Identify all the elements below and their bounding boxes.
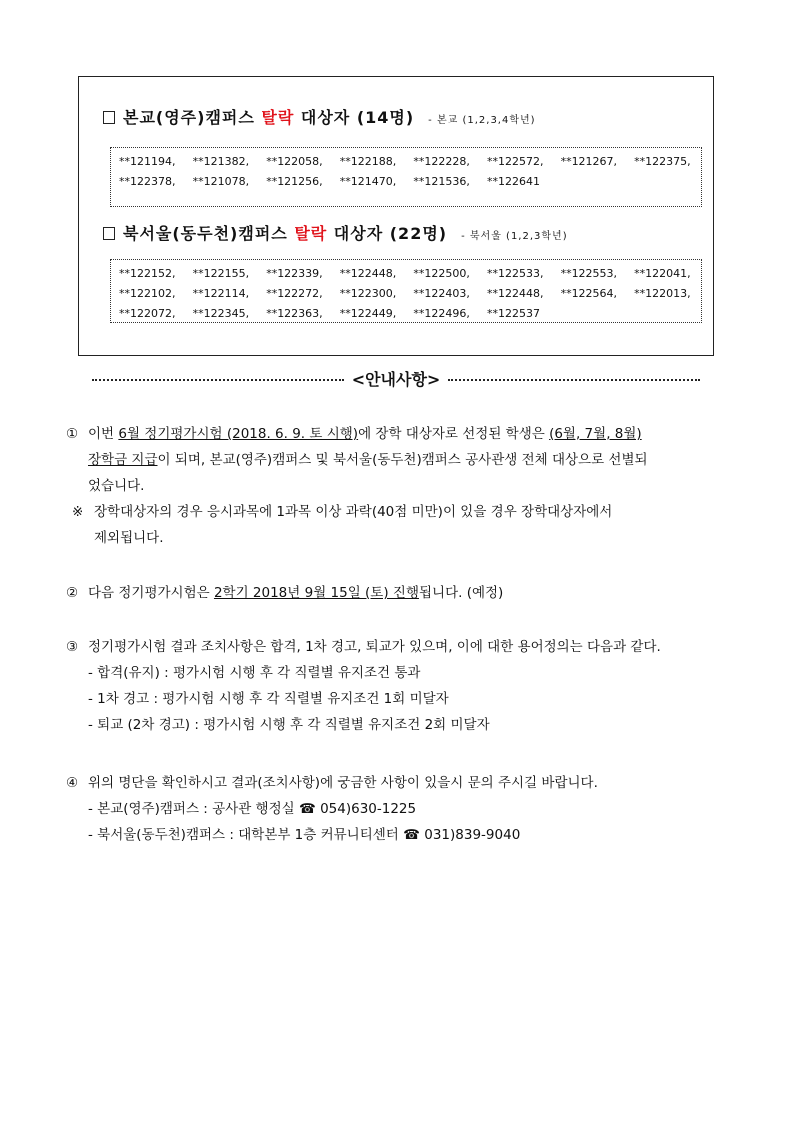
text: 장학대상자의 경우 응시과목에 1과목 이상 과락(40점 미만)이 있을 경우 장학대상자에서 — [94, 504, 613, 520]
student-id: **122058, — [266, 155, 323, 168]
id-list-north-seoul-campus — [110, 259, 702, 323]
student-id: **122449, — [339, 307, 397, 320]
student-id: **122339, — [266, 267, 323, 280]
underlined-text: 2학기 2018년 9월 15일 (토) 진행 — [213, 585, 419, 601]
student-id: **122041, — [634, 267, 691, 280]
id-list-main-campus — [110, 147, 702, 207]
student-id: **121256, — [266, 175, 323, 188]
item-number: ② — [66, 585, 79, 601]
student-id: **122114, — [192, 287, 250, 300]
text: 위의 명단을 확인하시고 결과(조치사항)에 궁금한 사항이 있을시 문의 주시길 바랍니다. — [88, 775, 598, 791]
student-id: **121470, — [339, 175, 397, 188]
title-highlight: 탈락 — [294, 224, 328, 243]
student-id: **122448, — [339, 267, 397, 280]
student-id: **122152, — [119, 267, 176, 280]
student-id: **122564, — [560, 287, 618, 300]
student-id: **122345, — [192, 307, 250, 320]
section-title-main-campus — [103, 105, 536, 128]
student-id: **121267, — [560, 155, 618, 168]
student-id: **122363, — [266, 307, 323, 320]
contact-label: - 본교(영주)캠퍼스 : 공사관 행정실 — [88, 801, 299, 817]
notice-paragraph — [66, 447, 730, 473]
student-id: **122375, — [634, 155, 691, 168]
student-id: **122102, — [119, 287, 176, 300]
notice-heading: <안내사항> — [351, 369, 441, 389]
note-line — [66, 499, 730, 525]
title-text: 본교(영주)캠퍼스 — [123, 108, 262, 127]
text: 이번 — [88, 426, 119, 442]
student-id: **122496, — [413, 307, 470, 320]
student-id: **122500, — [413, 267, 470, 280]
title-text: 북서울(동두천)캠퍼스 — [123, 224, 295, 243]
text: 에 장학 대상자로 선정된 학생은 — [358, 426, 550, 442]
id-row — [119, 172, 701, 192]
notice-paragraph — [66, 421, 730, 447]
id-row — [119, 284, 701, 304]
student-id: **122378, — [119, 175, 176, 188]
student-id: **122272, — [266, 287, 323, 300]
section-subtitle: - 본교 (1,2,3,4학년) — [428, 115, 536, 126]
student-id: **122448, — [486, 287, 544, 300]
underlined-text: 장학금 지급 — [88, 452, 158, 468]
student-id: **122641 — [486, 175, 540, 188]
item-number: ③ — [66, 639, 79, 655]
dropout-list-box — [78, 76, 714, 356]
notice-paragraph — [66, 580, 730, 606]
phone-number: 054)630-1225 — [320, 801, 417, 817]
note-line: 제외됩니다. — [94, 530, 164, 546]
underlined-text: (6월, 7월, 8월) — [549, 426, 642, 442]
checkbox-icon — [103, 227, 115, 240]
notice-item-2 — [66, 580, 730, 606]
student-id: **122572, — [486, 155, 544, 168]
student-id: **121536, — [413, 175, 470, 188]
definition-item: - 퇴교 (2차 경고) : 평가시험 시행 후 각 직렬별 유지조건 2회 미달자 — [88, 717, 490, 733]
notice-item-4 — [66, 770, 730, 848]
dotted-line — [448, 379, 700, 381]
id-row — [119, 264, 701, 284]
student-id: **122155, — [192, 267, 250, 280]
title-count: 대상자 (14명) — [294, 108, 415, 127]
definition-item: - 1차 경고 : 평가시험 시행 후 각 직렬별 유지조건 1회 미달자 — [88, 691, 449, 707]
id-row — [119, 304, 701, 324]
student-id: **121382, — [192, 155, 250, 168]
underlined-text: 6월 정기평가시험 (2018. 6. 9. 토 시행) — [118, 426, 359, 442]
student-id: **121078, — [192, 175, 250, 188]
dotted-line — [92, 379, 344, 381]
item-number: ④ — [66, 775, 79, 791]
student-id: **122300, — [339, 287, 397, 300]
text: 정기평가시험 결과 조치사항은 합격, 1차 경고, 퇴교가 있으며, 이에 대한 용어정의는 다음과 같다. — [88, 639, 661, 655]
contact-item — [66, 796, 730, 822]
notice-paragraph: 었습니다. — [88, 478, 145, 494]
text: 됩니다. (예정) — [418, 585, 504, 601]
student-id: **122403, — [413, 287, 470, 300]
student-id: **122553, — [560, 267, 618, 280]
checkbox-icon — [103, 111, 115, 124]
student-id: **122533, — [486, 267, 544, 280]
section-title-north-seoul-campus — [103, 221, 568, 244]
student-id: **121194, — [119, 155, 176, 168]
notice-item-1 — [66, 421, 730, 551]
notice-divider — [92, 364, 700, 392]
note-mark: ※ — [72, 504, 84, 520]
contact-label: - 북서울(동두천)캠퍼스 : 대학본부 1층 커뮤니티센터 — [88, 827, 404, 843]
student-id: **122013, — [634, 287, 691, 300]
text: 이 되며, 본교(영주)캠퍼스 및 북서울(동두천)캠퍼스 공사관생 전체 대상으로 선별되 — [157, 452, 648, 468]
student-id: **122228, — [413, 155, 470, 168]
definition-item: - 합격(유지) : 평가시험 시행 후 각 직렬별 유지조건 통과 — [88, 665, 421, 681]
phone-icon: ☎ — [298, 801, 316, 817]
title-highlight: 탈락 — [261, 108, 295, 127]
notice-item-3 — [66, 634, 730, 738]
student-id: **122072, — [119, 307, 176, 320]
section-subtitle: - 북서울 (1,2,3학년) — [461, 231, 568, 242]
item-number: ① — [66, 426, 79, 442]
notice-paragraph — [66, 634, 730, 660]
notice-paragraph — [66, 770, 730, 796]
student-id: **122188, — [339, 155, 397, 168]
id-row — [119, 152, 701, 172]
text: 다음 정기평가시험은 — [88, 585, 214, 601]
student-id: **122537 — [486, 307, 540, 320]
phone-icon: ☎ — [403, 827, 420, 843]
contact-item — [66, 822, 730, 848]
title-count: 대상자 (22명) — [327, 224, 448, 243]
phone-number: 031)839-9040 — [424, 827, 521, 843]
